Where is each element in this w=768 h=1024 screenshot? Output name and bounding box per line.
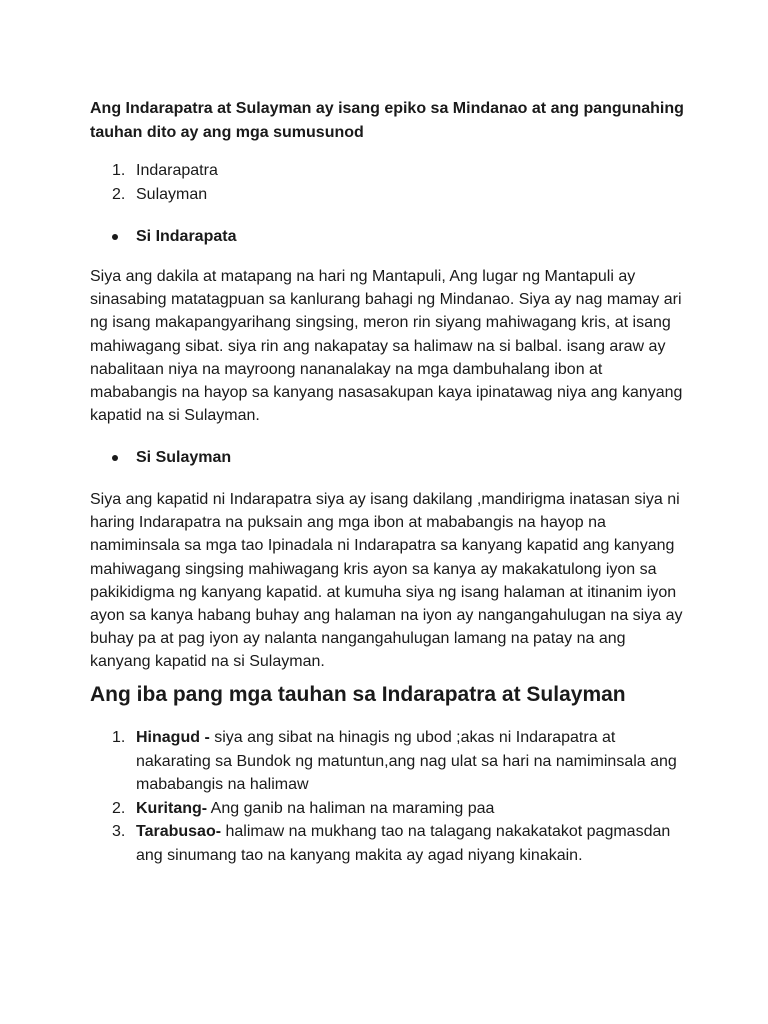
other-characters-list [90, 726, 690, 867]
list-number: 1. [112, 162, 126, 179]
character-term: Kuritang- [136, 799, 208, 817]
bullet-heading-indarapata [112, 225, 236, 249]
character-description: halimaw na mukhang tao na talagang nakakatakot pagmasdan ang sinumang tao na kanyang makita ay agad niyang kinakain. [136, 823, 671, 864]
bullet-icon [112, 455, 118, 461]
list-item [90, 820, 690, 867]
character-term: Tarabusao- [136, 823, 222, 840]
list-item [90, 797, 690, 821]
list-item [90, 726, 690, 797]
intro-heading: Ang Indarapatra at Sulayman ay isang epiko sa Mindanao at ang pangunahing tauhan dito ay ang mga sumusunod [90, 100, 684, 141]
character-description: Ang ganib na haliman na maraming paa [207, 799, 495, 817]
list-number: 2. [112, 186, 126, 203]
bullet-heading-label: Si Indarapata [136, 228, 237, 245]
list-item [90, 183, 218, 207]
character-term: Hinagud - [136, 729, 210, 746]
list-number: 2. [112, 799, 126, 817]
character-description: siya ang sibat na hinagis ng ubod ;akas ni Indarapatra at nakarating sa Bundok ng matuntun,ang nag ulat sa hari na namiminsala ang mababangis na halimaw [136, 729, 677, 793]
list-item [90, 159, 218, 183]
bullet-heading-label: Si Sulayman [136, 449, 232, 466]
bullet-heading-sulayman [112, 446, 231, 470]
list-number: 1. [112, 729, 126, 746]
indarapatra-paragraph: Siya ang dakila at matapang na hari ng Mantapuli, Ang lugar ng Mantapuli ay sinasabing matatagpuan sa kanlurang bahagi ng Mindanao. Siya ay nag mamay ari ng isang makapangyarihang singsing, meron rin siyang mahiwagang kris, at isang mahiwagang sibat. siya rin ang nakapatay sa halimaw na si balbal. isang araw ay nabalitaan niya na mayroong nananalakay na mga dambuhalang ibon at mababangis na hayop sa kanyang nasasakupan kaya ipinatawag niya ang kanyang kapatid na si Sulayman. [90, 268, 683, 425]
list-number: 3. [112, 823, 126, 840]
character-name: Indarapatra [136, 162, 218, 179]
bullet-icon [112, 234, 118, 240]
main-characters-list [90, 159, 218, 207]
character-name: Sulayman [136, 186, 208, 203]
other-characters-heading: Ang iba pang mga tauhan sa Indarapatra at Sulayman [90, 683, 626, 706]
sulayman-paragraph: Siya ang kapatid ni Indarapatra siya ay isang dakilang ,mandirigma inatasan siya ni haring Indarapatra na puksain ang mga ibon at mababangis na hayop na namiminsala sa mga tao Ipinadala ni Indarapatra sa kanyang kapatid ang kanyang mahiwagang singsing mahiwagang kris ayon sa kanya ay makakatulong iyon sa pakikidigma ng kanyang kapatid. at kumuha siya ng isang halaman at itinanim iyon ayon sa kanya habang buhay ang halaman na iyon ay nangangahulugan na siya ay buhay pa at pag iyon ay nalanta nangangahulugan lamang na patay na ang kanyang kapatid na si Sulayman. [90, 491, 683, 671]
